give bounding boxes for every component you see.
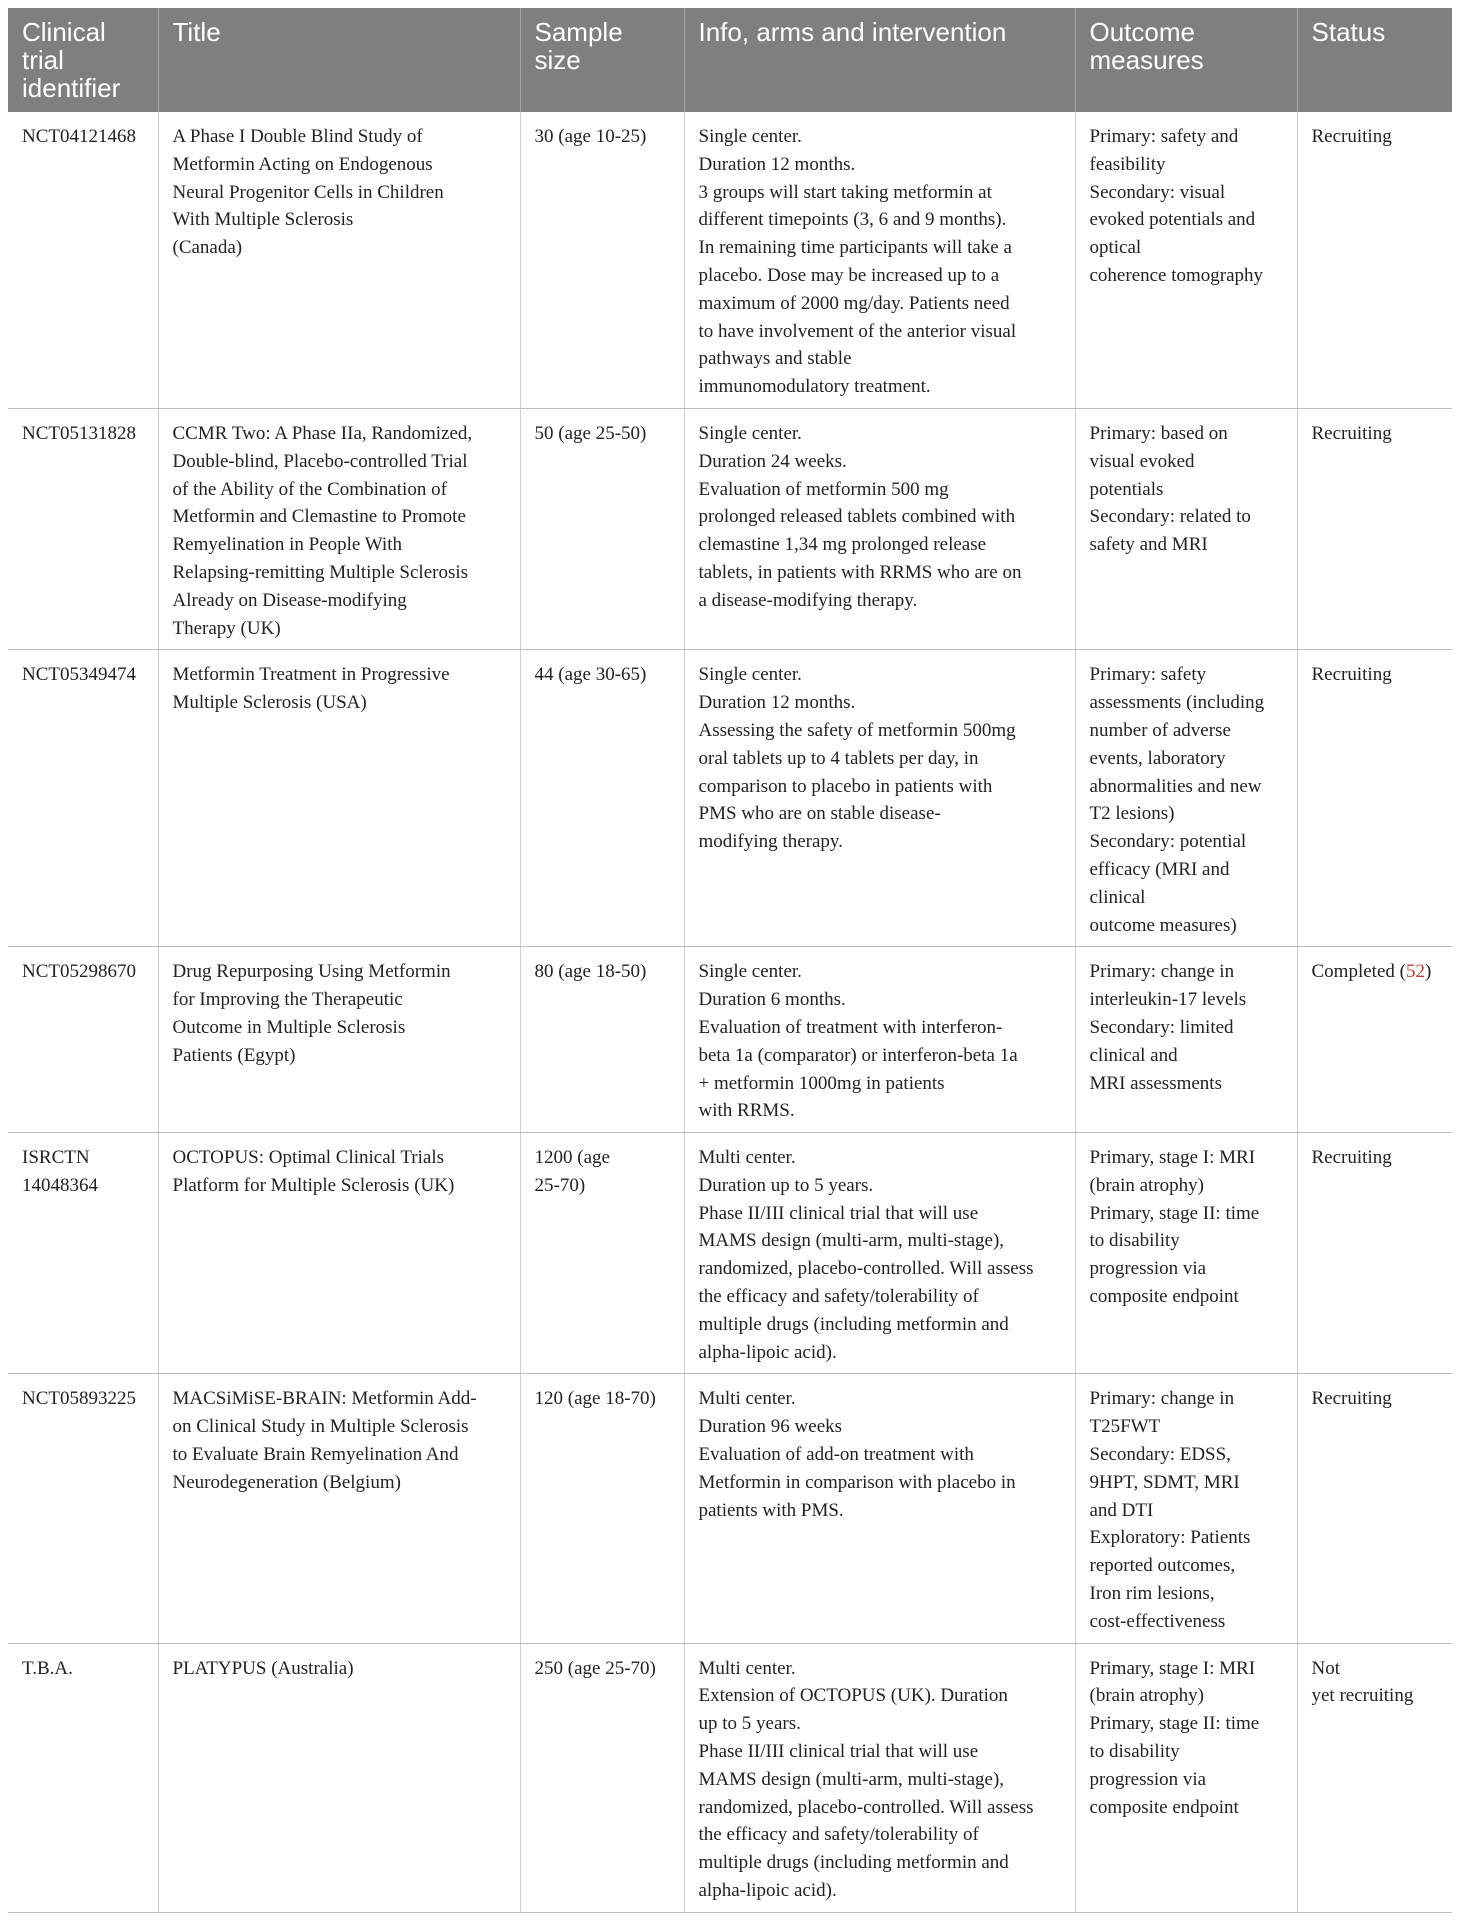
cell-info-line: modifying therapy.	[698, 831, 843, 853]
cell-sample-size	[520, 1643, 684, 1912]
header-info-line: Info, arms and intervention	[698, 17, 1007, 47]
cell-info-line: Duration 12 months.	[698, 153, 856, 175]
cell-info-line: Metformin in comparison with placebo in	[698, 1471, 1016, 1493]
header-sample-line: Sample	[534, 17, 623, 47]
cell-outcome-line: number of adverse	[1089, 719, 1231, 741]
header-status	[1297, 8, 1452, 112]
table-body	[8, 112, 1452, 1912]
cell-info-line: Duration up to 5 years.	[698, 1174, 874, 1196]
status-text: Not	[1311, 1657, 1340, 1679]
cell-title	[158, 1374, 520, 1643]
cell-info-line: alpha-lipoic acid).	[698, 1341, 837, 1363]
cell-outcome-line: composite endpoint	[1089, 1796, 1239, 1818]
cell-sample-size-line: 1200 (age	[534, 1147, 610, 1169]
cell-info-line: multiple drugs (including metformin and	[698, 1852, 1009, 1874]
cell-title	[158, 947, 520, 1133]
cell-title-line: Patients (Egypt)	[172, 1044, 296, 1066]
status-text: Recruiting	[1311, 664, 1392, 686]
cell-info-line: Evaluation of metformin 500 mg	[698, 478, 949, 500]
cell-info-line: alpha-lipoic acid).	[698, 1880, 837, 1902]
cell-title-line: Already on Disease-modifying	[172, 589, 407, 611]
header-status-line: Status	[1311, 17, 1386, 47]
cell-outcome-line: Secondary: potential	[1089, 831, 1247, 853]
cell-title-line: PLATYPUS (Australia)	[172, 1657, 354, 1679]
cell-title-line: OCTOPUS: Optimal Clinical Trials	[172, 1147, 444, 1169]
header-info	[684, 8, 1075, 112]
cell-title	[158, 1133, 520, 1374]
cell-identifier	[8, 408, 158, 649]
cell-title-line: Neural Progenitor Cells in Children	[172, 181, 444, 203]
cell-outcome-line: composite endpoint	[1089, 1286, 1239, 1308]
cell-outcome-line: Secondary: related to	[1089, 506, 1251, 528]
cell-sample-size-line: 80 (age 18-50)	[534, 961, 647, 983]
cell-info-line: oral tablets up to 4 tablets per day, in	[698, 747, 979, 769]
cell-outcome-line: events, laboratory	[1089, 747, 1226, 769]
cell-title-line: A Phase I Double Blind Study of	[172, 126, 423, 147]
cell-title-line: of the Ability of the Combination of	[172, 478, 447, 500]
cell-title-line: CCMR Two: A Phase IIa, Randomized,	[172, 422, 473, 444]
cell-info-line: Single center.	[698, 422, 802, 444]
cell-title-line: With Multiple Sclerosis	[172, 209, 354, 231]
cell-sample-size	[520, 650, 684, 947]
cell-info-line: immunomodulatory treatment.	[698, 376, 931, 398]
cell-outcome-line: cost-effectiveness	[1089, 1610, 1226, 1632]
header-sample-size	[520, 8, 684, 112]
status-text: Recruiting	[1311, 126, 1392, 147]
cell-sample-size-line: 120 (age 18-70)	[534, 1388, 656, 1410]
cell-title-line: Metformin Treatment in Progressive	[172, 664, 450, 686]
cell-status	[1297, 650, 1452, 947]
header-title-line: Title	[172, 17, 221, 47]
table-row	[8, 1374, 1452, 1643]
cell-title-line: Relapsing-remitting Multiple Sclerosis	[172, 561, 469, 583]
cell-info-line: Extension of OCTOPUS (UK). Duration	[698, 1685, 1008, 1707]
cell-outcome-line: Secondary: limited	[1089, 1016, 1234, 1038]
cell-outcome-line: interleukin-17 levels	[1089, 989, 1247, 1011]
cell-title-line: Remyelination in People With	[172, 534, 402, 556]
cell-identifier	[8, 112, 158, 408]
cell-title-line: Double-blind, Placebo-controlled Trial	[172, 450, 468, 472]
cell-info-line: randomized, placebo-controlled. Will assess	[698, 1796, 1034, 1818]
cell-identifier	[8, 1133, 158, 1374]
cell-outcome-line: clinical	[1089, 886, 1146, 908]
cell-status	[1297, 112, 1452, 408]
cell-identifier-line: 14048364	[22, 1174, 98, 1196]
table-row	[8, 1643, 1452, 1912]
clinical-trials-table	[8, 8, 1452, 1913]
status-line	[1312, 1655, 1439, 1683]
cell-sample-size	[520, 1133, 684, 1374]
status-line	[1312, 1385, 1439, 1413]
cell-outcome	[1075, 112, 1297, 408]
cell-info	[684, 112, 1075, 408]
cell-info-line: different timepoints (3, 6 and 9 months).	[698, 209, 1007, 231]
trials-table-container	[8, 8, 1452, 1913]
cell-title	[158, 408, 520, 649]
cell-info-line: a disease-modifying therapy.	[698, 589, 918, 611]
cell-outcome-line: feasibility	[1089, 153, 1166, 175]
cell-info-line: the efficacy and safety/tolerability of	[698, 1824, 979, 1846]
table-row	[8, 408, 1452, 649]
cell-info-line: Duration 24 weeks.	[698, 450, 847, 472]
cell-info-line: maximum of 2000 mg/day. Patients need	[698, 292, 1010, 314]
cell-sample-size-line: 250 (age 25-70)	[534, 1657, 656, 1679]
cell-outcome-line: assessments (including	[1089, 692, 1265, 714]
header-outcome-line: Outcome	[1089, 17, 1195, 47]
cell-identifier-line: NCT05298670	[22, 961, 136, 983]
cell-info-line: placebo. Dose may be increased up to a	[698, 264, 1000, 286]
cell-outcome-line: Secondary: EDSS,	[1089, 1444, 1231, 1466]
cell-info	[684, 947, 1075, 1133]
cell-outcome-line: 9HPT, SDMT, MRI	[1089, 1471, 1240, 1493]
cell-info-line: Duration 6 months.	[698, 989, 846, 1011]
cell-title-line: Platform for Multiple Sclerosis (UK)	[172, 1174, 455, 1196]
cell-outcome-line: and DTI	[1089, 1499, 1154, 1521]
cell-title-line: Metformin Acting on Endogenous	[172, 153, 433, 175]
status-line: Completed (52)	[1311, 961, 1432, 983]
reference-link[interactable]: 52	[1405, 961, 1425, 983]
cell-info-line: 3 groups will start taking metformin at	[698, 181, 992, 203]
cell-status	[1297, 1374, 1452, 1643]
cell-outcome-line: progression via	[1089, 1258, 1207, 1280]
header-identifier-line: identifier	[22, 73, 121, 103]
cell-info-line: the efficacy and safety/tolerability of	[698, 1286, 979, 1308]
cell-info-line: to have involvement of the anterior visual	[698, 320, 1017, 342]
cell-identifier-line: NCT04121468	[22, 126, 136, 147]
cell-info-line: up to 5 years.	[698, 1713, 801, 1735]
cell-info-line: + metformin 1000mg in patients	[698, 1072, 945, 1094]
cell-outcome	[1075, 947, 1297, 1133]
cell-outcome-line: optical	[1089, 237, 1142, 259]
cell-outcome-line: T2 lesions)	[1089, 803, 1175, 825]
cell-outcome-line: to disability	[1089, 1741, 1180, 1763]
cell-outcome-line: (brain atrophy)	[1089, 1685, 1204, 1707]
cell-info-line: Assessing the safety of metformin 500mg	[698, 719, 1016, 741]
cell-info-line: Evaluation of treatment with interferon-	[698, 1016, 1003, 1038]
cell-sample-size-line: 50 (age 25-50)	[534, 422, 647, 444]
cell-status	[1297, 408, 1452, 649]
cell-outcome-line: safety and MRI	[1089, 534, 1208, 556]
cell-outcome	[1075, 650, 1297, 947]
cell-outcome-line: Primary: safety and	[1089, 126, 1239, 147]
cell-identifier-line: NCT05893225	[22, 1388, 136, 1410]
cell-outcome-line: coherence tomography	[1089, 264, 1264, 286]
cell-identifier-line: T.B.A.	[22, 1657, 73, 1679]
status-text: Completed	[1311, 961, 1395, 983]
cell-title	[158, 1643, 520, 1912]
cell-sample-size-line: 44 (age 30-65)	[534, 664, 647, 686]
header-title	[158, 8, 520, 112]
cell-outcome-line: visual evoked	[1089, 450, 1195, 472]
status-text: Recruiting	[1311, 422, 1392, 444]
cell-outcome-line: to disability	[1089, 1230, 1180, 1252]
cell-info-line: Multi center.	[698, 1388, 796, 1410]
table-row	[8, 947, 1452, 1133]
cell-info-line: comparison to placebo in patients with	[698, 775, 993, 797]
cell-info	[684, 408, 1075, 649]
cell-outcome-line: Primary, stage I: MRI	[1089, 1147, 1256, 1169]
cell-info-line: In remaining time participants will take a	[698, 237, 1012, 259]
cell-outcome-line: abnormalities and new	[1089, 775, 1262, 797]
cell-info-line: Phase II/III clinical trial that will use	[698, 1202, 979, 1224]
cell-info-line: Single center.	[698, 961, 802, 983]
header-row	[8, 8, 1452, 112]
header-identifier	[8, 8, 158, 112]
cell-identifier	[8, 650, 158, 947]
cell-title-line: MACSiMiSE-BRAIN: Metformin Add-	[172, 1388, 477, 1410]
cell-info-line: clemastine 1,34 mg prolonged release	[698, 534, 987, 556]
header-identifier-line: trial	[22, 45, 64, 75]
cell-sample-size	[520, 112, 684, 408]
cell-title-line: Therapy (UK)	[172, 617, 281, 639]
status-text: Recruiting	[1311, 1388, 1392, 1410]
cell-info-line: tablets, in patients with RRMS who are on	[698, 561, 1022, 583]
cell-outcome-line: outcome measures)	[1089, 914, 1237, 936]
cell-info-line: MAMS design (multi-arm, multi-stage),	[698, 1768, 1005, 1790]
cell-outcome-line: Exploratory: Patients	[1089, 1527, 1251, 1549]
cell-sample-size	[520, 1374, 684, 1643]
header-outcome-line: measures	[1089, 45, 1204, 75]
cell-outcome-line: progression via	[1089, 1768, 1207, 1790]
cell-title-line: Neurodegeneration (Belgium)	[172, 1471, 401, 1493]
cell-info-line: Multi center.	[698, 1657, 796, 1679]
cell-outcome-line: T25FWT	[1089, 1416, 1161, 1438]
header-sample-line: size	[534, 45, 581, 75]
cell-title	[158, 650, 520, 947]
cell-identifier-line: NCT05349474	[22, 664, 136, 686]
cell-outcome-line: evoked potentials and	[1089, 209, 1256, 231]
cell-outcome-line: MRI assessments	[1089, 1072, 1222, 1094]
cell-identifier-line: ISRCTN	[22, 1147, 90, 1169]
cell-status	[1297, 1133, 1452, 1374]
cell-title	[158, 112, 520, 408]
cell-info-line: beta 1a (comparator) or interferon-beta 1a	[698, 1044, 1018, 1066]
cell-info-line: patients with PMS.	[698, 1499, 844, 1521]
cell-sample-size	[520, 408, 684, 649]
status-line	[1312, 123, 1439, 151]
cell-outcome-line: Primary: change in	[1089, 961, 1235, 983]
cell-info-line: Single center.	[698, 664, 802, 686]
cell-outcome-line: Primary, stage I: MRI	[1089, 1657, 1256, 1679]
cell-outcome-line: potentials	[1089, 478, 1164, 500]
cell-info-line: with RRMS.	[698, 1100, 795, 1122]
cell-info	[684, 650, 1075, 947]
cell-outcome	[1075, 1374, 1297, 1643]
cell-outcome	[1075, 1643, 1297, 1912]
cell-info	[684, 1643, 1075, 1912]
cell-info-line: Duration 12 months.	[698, 692, 856, 714]
cell-info-line: randomized, placebo-controlled. Will assess	[698, 1258, 1034, 1280]
cell-status	[1297, 1643, 1452, 1912]
cell-info	[684, 1133, 1075, 1374]
header-identifier-line: Clinical	[22, 17, 106, 47]
cell-info-line: Duration 96 weeks	[698, 1416, 843, 1438]
table-row	[8, 112, 1452, 408]
cell-identifier	[8, 1374, 158, 1643]
cell-info-line: Single center.	[698, 126, 802, 147]
cell-outcome-line: Primary, stage II: time	[1089, 1202, 1260, 1224]
cell-sample-size-line: 30 (age 10-25)	[534, 126, 647, 147]
cell-sample-size-line: 25-70)	[534, 1174, 586, 1196]
cell-identifier	[8, 947, 158, 1133]
status-line	[1312, 420, 1439, 448]
cell-title-line: (Canada)	[172, 237, 243, 259]
cell-info-line: pathways and stable	[698, 348, 852, 370]
cell-outcome-line: (brain atrophy)	[1089, 1174, 1204, 1196]
cell-info-line: Multi center.	[698, 1147, 796, 1169]
cell-identifier-line: NCT05131828	[22, 422, 136, 444]
cell-info-line: Evaluation of add-on treatment with	[698, 1444, 974, 1466]
status-text: Recruiting	[1311, 1147, 1392, 1169]
table-row	[8, 650, 1452, 947]
cell-info-line: PMS who are on stable disease-	[698, 803, 941, 825]
cell-outcome-line: Primary: safety	[1089, 664, 1207, 686]
cell-outcome-line: Primary, stage II: time	[1089, 1713, 1260, 1735]
cell-info-line: Phase II/III clinical trial that will use	[698, 1741, 979, 1763]
cell-title-line: Outcome in Multiple Sclerosis	[172, 1016, 406, 1038]
cell-status	[1297, 947, 1452, 1133]
cell-outcome-line: Primary: change in	[1089, 1388, 1235, 1410]
cell-outcome-line: clinical and	[1089, 1044, 1178, 1066]
cell-info-line: prolonged released tablets combined with	[698, 506, 1016, 528]
status-line	[1312, 661, 1439, 689]
cell-outcome	[1075, 1133, 1297, 1374]
cell-title-line: to Evaluate Brain Remyelination And	[172, 1444, 459, 1466]
cell-outcome-line: Primary: based on	[1089, 422, 1228, 444]
cell-title-line: on Clinical Study in Multiple Sclerosis	[172, 1416, 469, 1438]
status-line	[1312, 1144, 1439, 1172]
cell-identifier	[8, 1643, 158, 1912]
cell-info-line: MAMS design (multi-arm, multi-stage),	[698, 1230, 1005, 1252]
header-outcome	[1075, 8, 1297, 112]
status-line: yet recruiting	[1311, 1685, 1414, 1707]
cell-outcome-line: Iron rim lesions,	[1089, 1583, 1215, 1605]
cell-info-line: multiple drugs (including metformin and	[698, 1313, 1009, 1335]
table-row	[8, 1133, 1452, 1374]
cell-info	[684, 1374, 1075, 1643]
cell-outcome-line: Secondary: visual	[1089, 181, 1226, 203]
cell-title-line: for Improving the Therapeutic	[172, 989, 403, 1011]
cell-sample-size	[520, 947, 684, 1133]
cell-title-line: Metformin and Clemastine to Promote	[172, 506, 466, 528]
cell-outcome-line: reported outcomes,	[1089, 1555, 1236, 1577]
cell-outcome	[1075, 408, 1297, 649]
cell-title-line: Drug Repurposing Using Metformin	[172, 961, 451, 983]
cell-outcome-line: efficacy (MRI and	[1089, 858, 1230, 880]
cell-title-line: Multiple Sclerosis (USA)	[172, 692, 367, 714]
